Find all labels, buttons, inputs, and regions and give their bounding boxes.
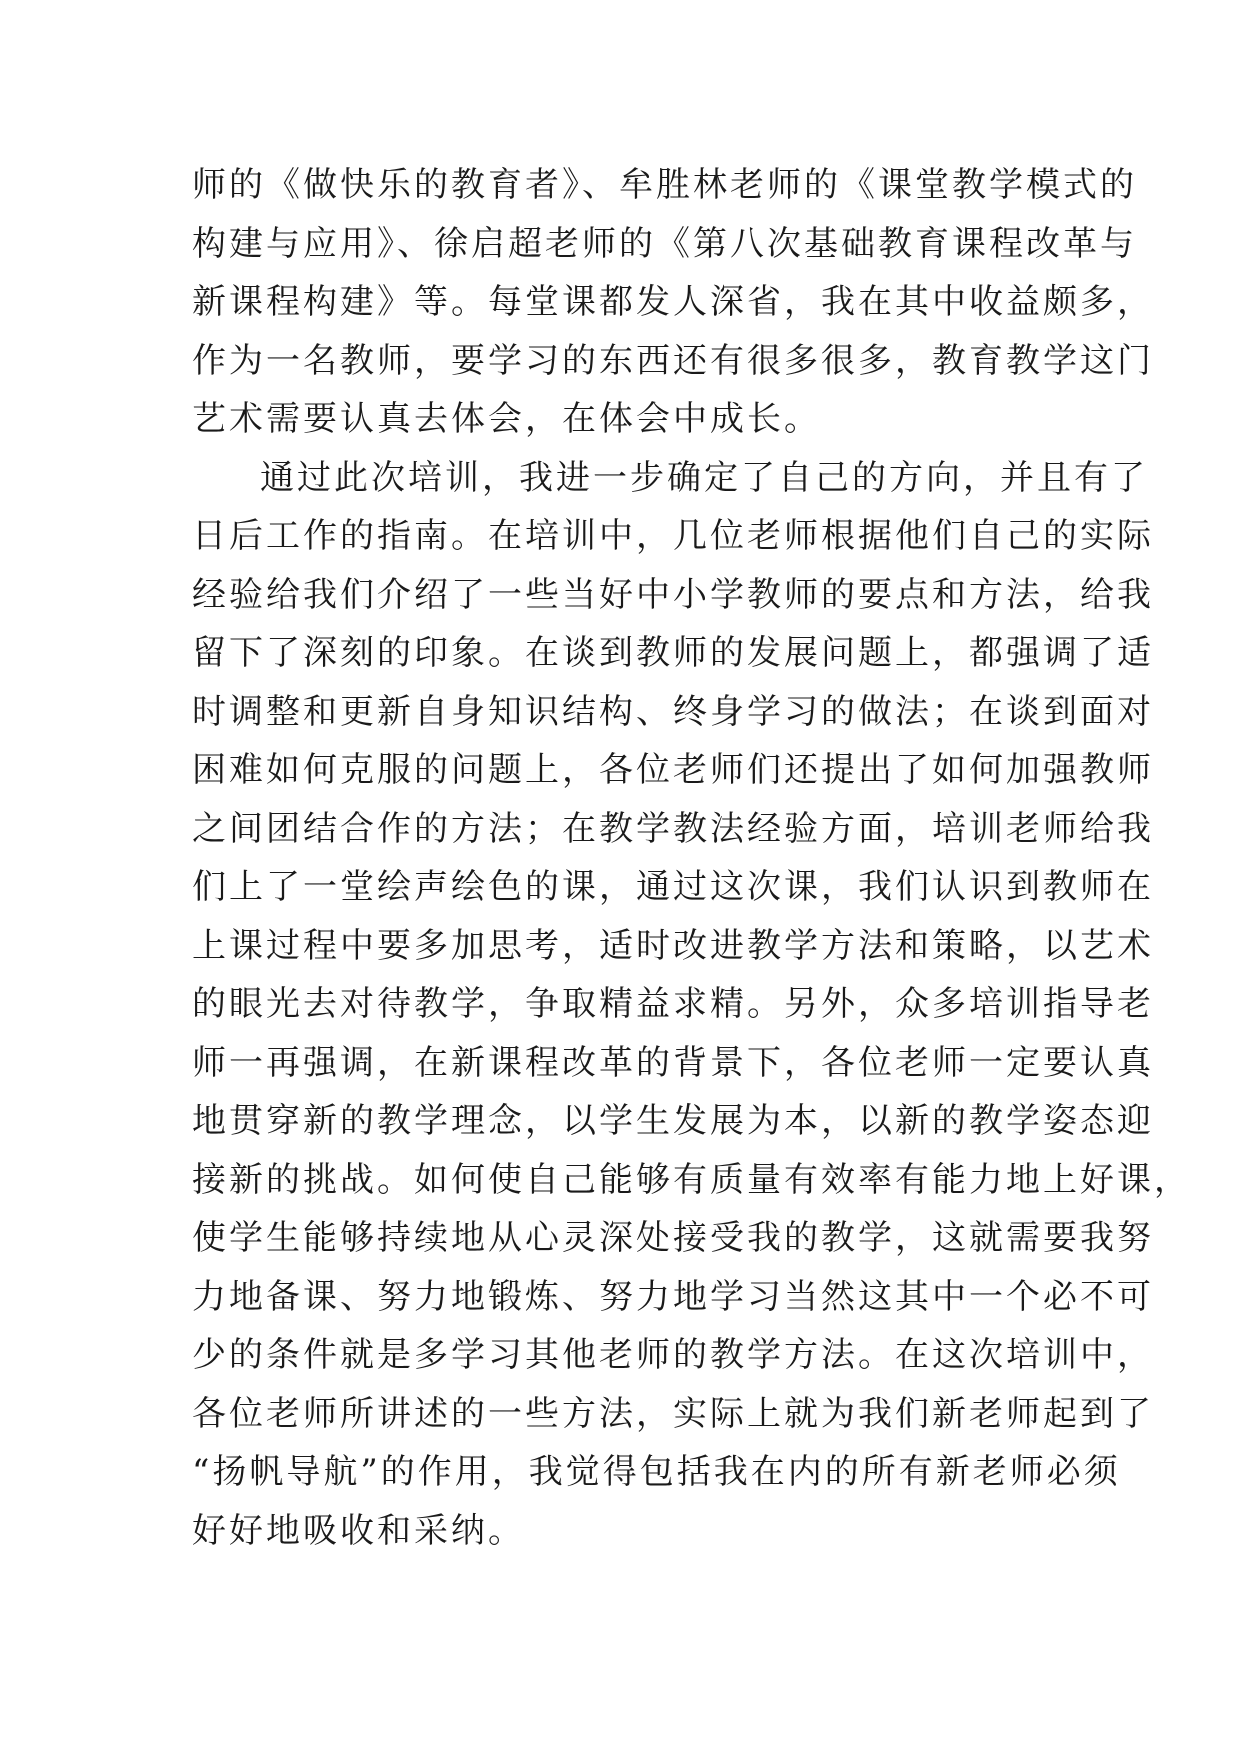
body-text	[192, 156, 1191, 1560]
text-line: 好好地吸收和采纳。	[192, 1510, 525, 1551]
text-line: 留下了深刻的印象。在谈到教师的发展问题上，都强调了适	[192, 633, 1154, 673]
text-line: 作为一名教师，要学习的东西还有很多很多，教育教学这门	[192, 340, 1154, 381]
text-line: 少的条件就是多学习其他老师的教学方法。在这次培训中，	[192, 1335, 1154, 1375]
text-line: 的眼光去对待教学，争取精益求精。另外，众多培训指导老	[192, 984, 1154, 1024]
text-line: 艺术需要认真去体会，在体会中成长。	[192, 399, 821, 439]
text-line: “扬帆导航”的作用，我觉得包括我在内的所有新老师必须	[192, 1452, 1121, 1492]
text-line: 新课程构建》等。每堂课都发人深省，我在其中收益颇多，	[192, 282, 1154, 322]
text-line: 们上了一堂绘声绘色的课，通过这次课，我们认识到教师在	[192, 867, 1154, 907]
paragraph-2	[192, 449, 1191, 1561]
text-line: 师一再强调，在新课程改革的背景下，各位老师一定要认真	[192, 1042, 1154, 1083]
text-line: 之间团结合作的方法；在教学教法经验方面，培训老师给我	[192, 808, 1154, 849]
text-line: 构建与应用》、徐启超老师的《第八次基础教育课程改革与	[192, 223, 1137, 264]
text-line: 经验给我们介绍了一些当好中小学教师的要点和方法，给我	[192, 574, 1154, 615]
text-line: 接新的挑战。如何使自己能够有质量有效率有能力地上好课，	[192, 1159, 1191, 1200]
text-line: 通过此次培训，我进一步确定了自己的方向，并且有了	[260, 457, 1148, 498]
text-line: 地贯穿新的教学理念，以学生发展为本，以新的教学姿态迎	[192, 1101, 1154, 1141]
paragraph-1	[192, 156, 1154, 449]
text-line: 各位老师所讲述的一些方法，实际上就为我们新老师起到了	[192, 1393, 1154, 1434]
text-line: 时调整和更新自身知识结构、终身学习的做法；在谈到面对	[192, 691, 1154, 732]
text-line: 使学生能够持续地从心灵深处接受我的教学，这就需要我努	[192, 1218, 1154, 1258]
text-line: 力地备课、努力地锻炼、努力地学习当然这其中一个必不可	[192, 1276, 1154, 1317]
text-line: 师的《做快乐的教育者》、牟胜林老师的《课堂教学模式的	[192, 165, 1137, 205]
text-line: 上课过程中要多加思考，适时改进教学方法和策略，以艺术	[192, 925, 1154, 966]
text-line: 日后工作的指南。在培训中，几位老师根据他们自己的实际	[192, 516, 1154, 556]
text-line: 困难如何克服的问题上，各位老师们还提出了如何加强教师	[192, 750, 1154, 790]
